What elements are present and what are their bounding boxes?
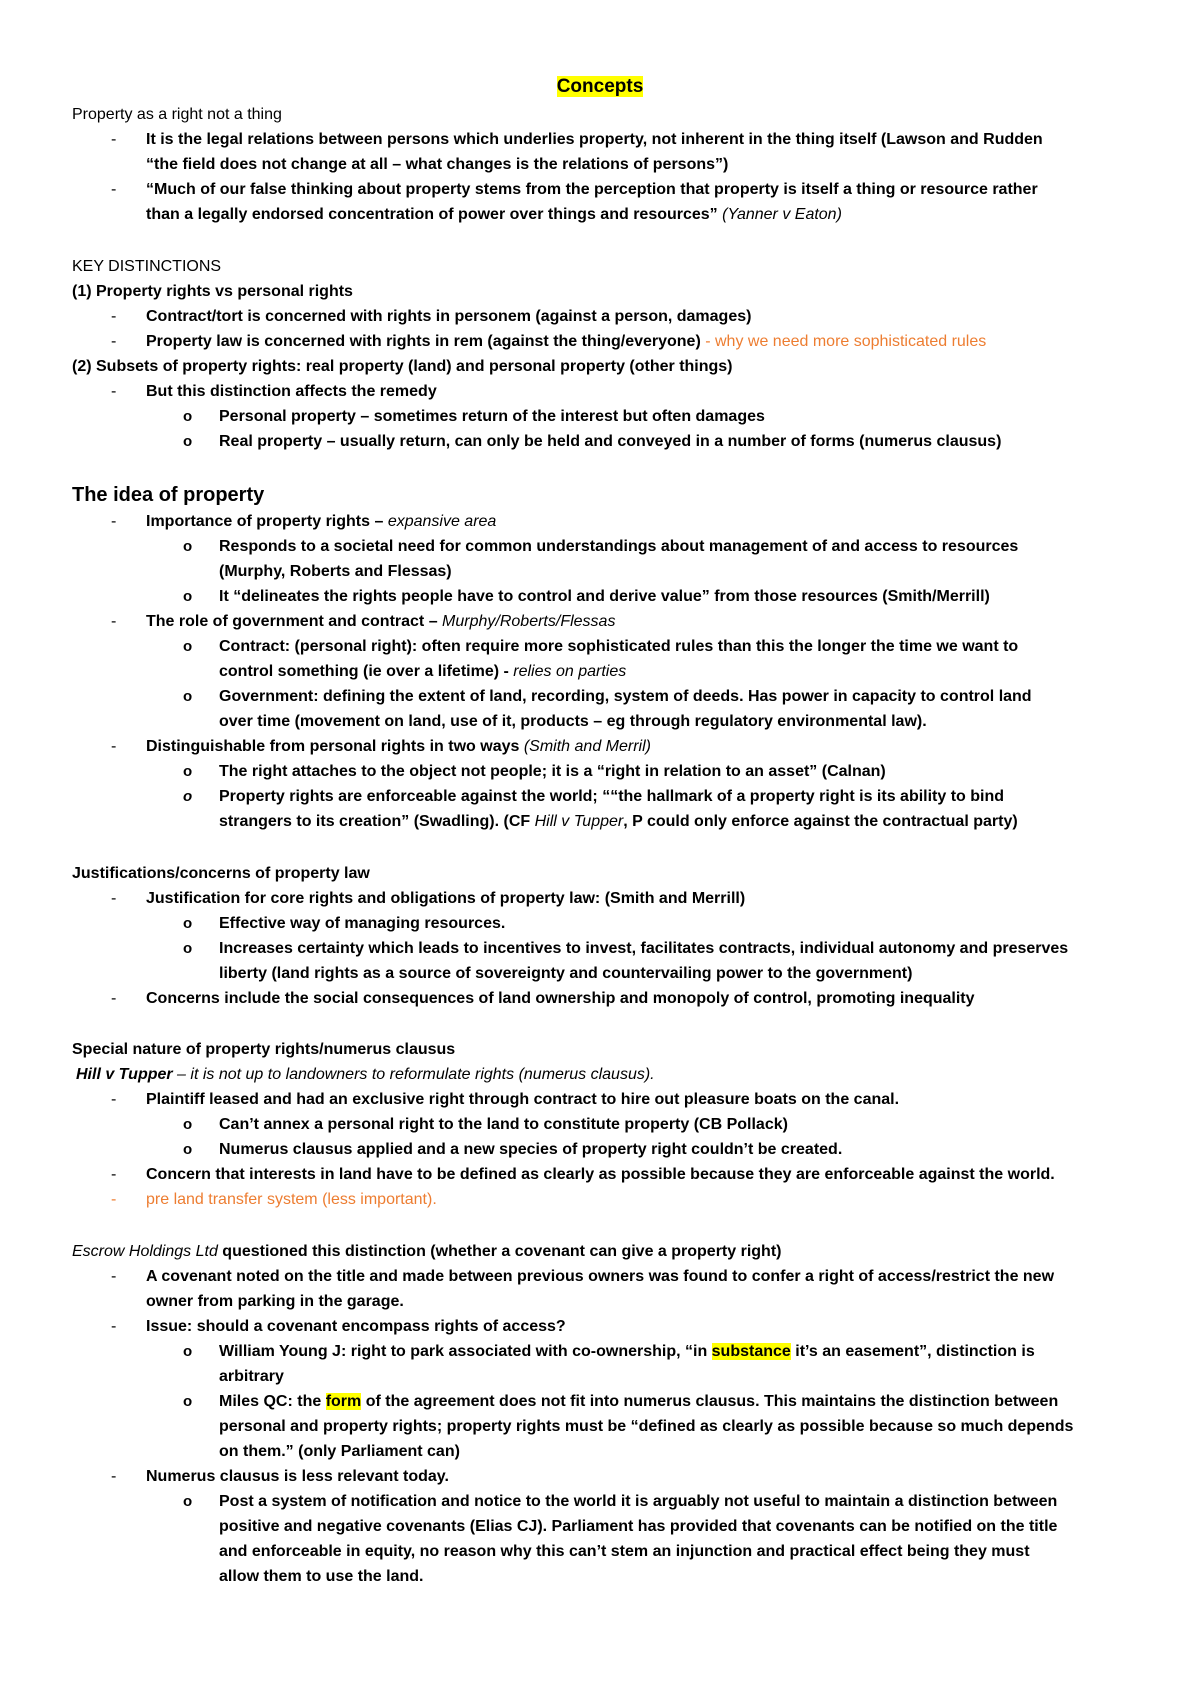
text-line: Plaintiff leased and had an exclusive right through contract to hire out pleasure boats on the canal. (146, 1091, 900, 1108)
text-line: Numerus clausus applied and a new species of property right couldn’t be created. (219, 1141, 843, 1158)
dash-marker: - (111, 333, 117, 350)
dash-marker: - (111, 990, 117, 1007)
highlight: substance (711, 1343, 791, 1360)
text-line: strangers to its creation” (Swadling). (CF Hill v Tupper, P could only enforce against the contractual party) (219, 813, 1018, 830)
bullet-marker: o (183, 688, 193, 705)
text-line: (1) Property rights vs personal rights (72, 283, 353, 300)
dash-marker: - (111, 131, 117, 148)
text-line: personal and property rights; property rights must be “defined as clearly as possible because so much depends (219, 1418, 1074, 1435)
dash-marker: - (111, 383, 117, 400)
dash-marker: - (111, 1166, 117, 1183)
dash-marker: - (111, 513, 117, 530)
dash-marker: - (111, 308, 117, 325)
case-line: Escrow Holdings Ltd questioned this distinction (whether a covenant can give a property right) (72, 1243, 782, 1260)
case-line: Hill v Tupper – it is not up to landowners to reformulate rights (numerus clausus). (76, 1066, 655, 1083)
text-line: William Young J: right to park associated with co-ownership, “in substance it’s an easement”, distinction is (219, 1343, 1035, 1360)
dash-marker: - (111, 1091, 117, 1108)
text-line: The role of government and contract – Murphy/Roberts/Flessas (146, 613, 616, 630)
bullet-marker: o (183, 940, 193, 957)
text-line: A covenant noted on the title and made between previous owners was found to confer a right of access/restrict the new (146, 1268, 1055, 1285)
text-line: positive and negative covenants (Elias CJ). Parliament has provided that covenants can be notified on the title (219, 1518, 1058, 1535)
text-line: Concerns include the social consequences of land ownership and monopoly of control, promoting inequality (146, 990, 975, 1007)
text-line: Contract: (personal right): often require more sophisticated rules than this the longer the time we want to (219, 638, 1019, 655)
section-heading: KEY DISTINCTIONS (72, 258, 222, 275)
text-line: than a legally endorsed concentration of power over things and resources” (Yanner v Eaton) (146, 206, 842, 223)
section-heading: Special nature of property rights/numerus clausus (72, 1041, 456, 1058)
dash-marker: - (111, 1318, 117, 1335)
bullet-marker: o (183, 1393, 193, 1410)
bullet-marker: o (183, 763, 193, 780)
text-line: Issue: should a covenant encompass rights of access? (146, 1318, 566, 1335)
text-line: Increases certainty which leads to incentives to invest, facilitates contracts, individual autonomy and preserves (219, 940, 1069, 957)
text-line: Property law is concerned with rights in rem (against the thing/everyone) - why we need more sophisticated rules (146, 333, 987, 350)
text-line: Government: defining the extent of land, recording, system of deeds. Has power in capacity to control land (219, 688, 1032, 705)
text-line: on them.” (only Parliament can) (219, 1443, 460, 1460)
section-heading: Justifications/concerns of property law (72, 865, 370, 882)
section-heading: Property as a right not a thing (72, 106, 282, 123)
text-line: Can’t annex a personal right to the land to constitute property (CB Pollack) (219, 1116, 788, 1133)
text-line: (Murphy, Roberts and Flessas) (219, 563, 452, 580)
text-line: But this distinction affects the remedy (146, 383, 437, 400)
text-line: allow them to use the land. (219, 1568, 424, 1585)
bullet-marker: o (183, 788, 193, 805)
text-line: Post a system of notification and notice to the world it is arguably not useful to maintain a distinction between (219, 1493, 1058, 1510)
text-line: liberty (land rights as a source of sovereignty and countervailing power to the government) (219, 965, 913, 982)
text-line: Justification for core rights and obligations of property law: (Smith and Merrill) (146, 890, 746, 907)
text-line: pre land transfer system (less important). (146, 1191, 437, 1208)
text-line: Importance of property rights – expansive area (146, 513, 497, 530)
text-line: Numerus clausus is less relevant today. (146, 1468, 449, 1485)
bullet-marker: o (183, 538, 193, 555)
bullet-marker: o (183, 408, 193, 425)
bullet-marker: o (183, 433, 193, 450)
text-line: “Much of our false thinking about property stems from the perception that property is itself a thing or resource rather (146, 181, 1038, 198)
dash-marker: - (111, 890, 117, 907)
dash-marker: - (111, 613, 117, 630)
bullet-marker: o (183, 1116, 193, 1133)
text-line: (2) Subsets of property rights: real property (land) and personal property (other things) (72, 358, 733, 375)
section-heading: The idea of property (72, 484, 265, 506)
highlight: form (325, 1393, 362, 1410)
bullet-marker: o (183, 1343, 193, 1360)
bullet-marker: o (183, 915, 193, 932)
dash-marker: - (111, 738, 117, 755)
text-line: over time (movement on land, use of it, products – eg through regulatory environmental law). (219, 713, 927, 730)
text-line: Property rights are enforceable against the world; ““the hallmark of a property right is its ability to bind (219, 788, 1005, 805)
dash-marker: - (111, 181, 117, 198)
text-line: arbitrary (219, 1368, 284, 1385)
text-line: It “delineates the rights people have to control and derive value” from those resources (Smith/Merrill) (219, 588, 990, 605)
dash-marker: - (111, 1468, 117, 1485)
text-line: Real property – usually return, can only be held and conveyed in a number of forms (numerus clausus) (219, 433, 1002, 450)
bullet-marker: o (183, 588, 193, 605)
text-line: Contract/tort is concerned with rights in personem (against a person, damages) (146, 308, 752, 325)
text-line: Distinguishable from personal rights in two ways (Smith and Merril) (146, 738, 651, 755)
bullet-marker: o (183, 638, 193, 655)
text-line: owner from parking in the garage. (146, 1293, 404, 1310)
text-line: control something (ie over a lifetime) - relies on parties (219, 663, 627, 680)
text-line: Responds to a societal need for common understandings about management of and access to resources (219, 538, 1019, 555)
bullet-marker: o (183, 1493, 193, 1510)
dash-marker: - (111, 1268, 117, 1285)
text-line: and enforceable in equity, no reason why this can’t stem an injunction and practical effect being they must (219, 1543, 1030, 1560)
text-line: Concern that interests in land have to be defined as clearly as possible because they are enforceable against the world. (146, 1166, 1055, 1183)
text-line: The right attaches to the object not people; it is a “right in relation to an asset” (Calnan) (219, 763, 886, 780)
text-line: Personal property – sometimes return of the interest but often damages (219, 408, 765, 425)
page-title: Concepts (556, 76, 644, 97)
bullet-marker: o (183, 1141, 193, 1158)
text-line: “the field does not change at all – what changes is the relations of persons”) (146, 156, 729, 173)
text-line: Effective way of managing resources. (219, 915, 506, 932)
dash-marker: - (111, 1191, 117, 1208)
text-line: Miles QC: the form of the agreement does not fit into numerus clausus. This maintains the distinction between (219, 1393, 1059, 1410)
text-line: It is the legal relations between persons which underlies property, not inherent in the thing itself (Lawson and Rudden (146, 131, 1043, 148)
